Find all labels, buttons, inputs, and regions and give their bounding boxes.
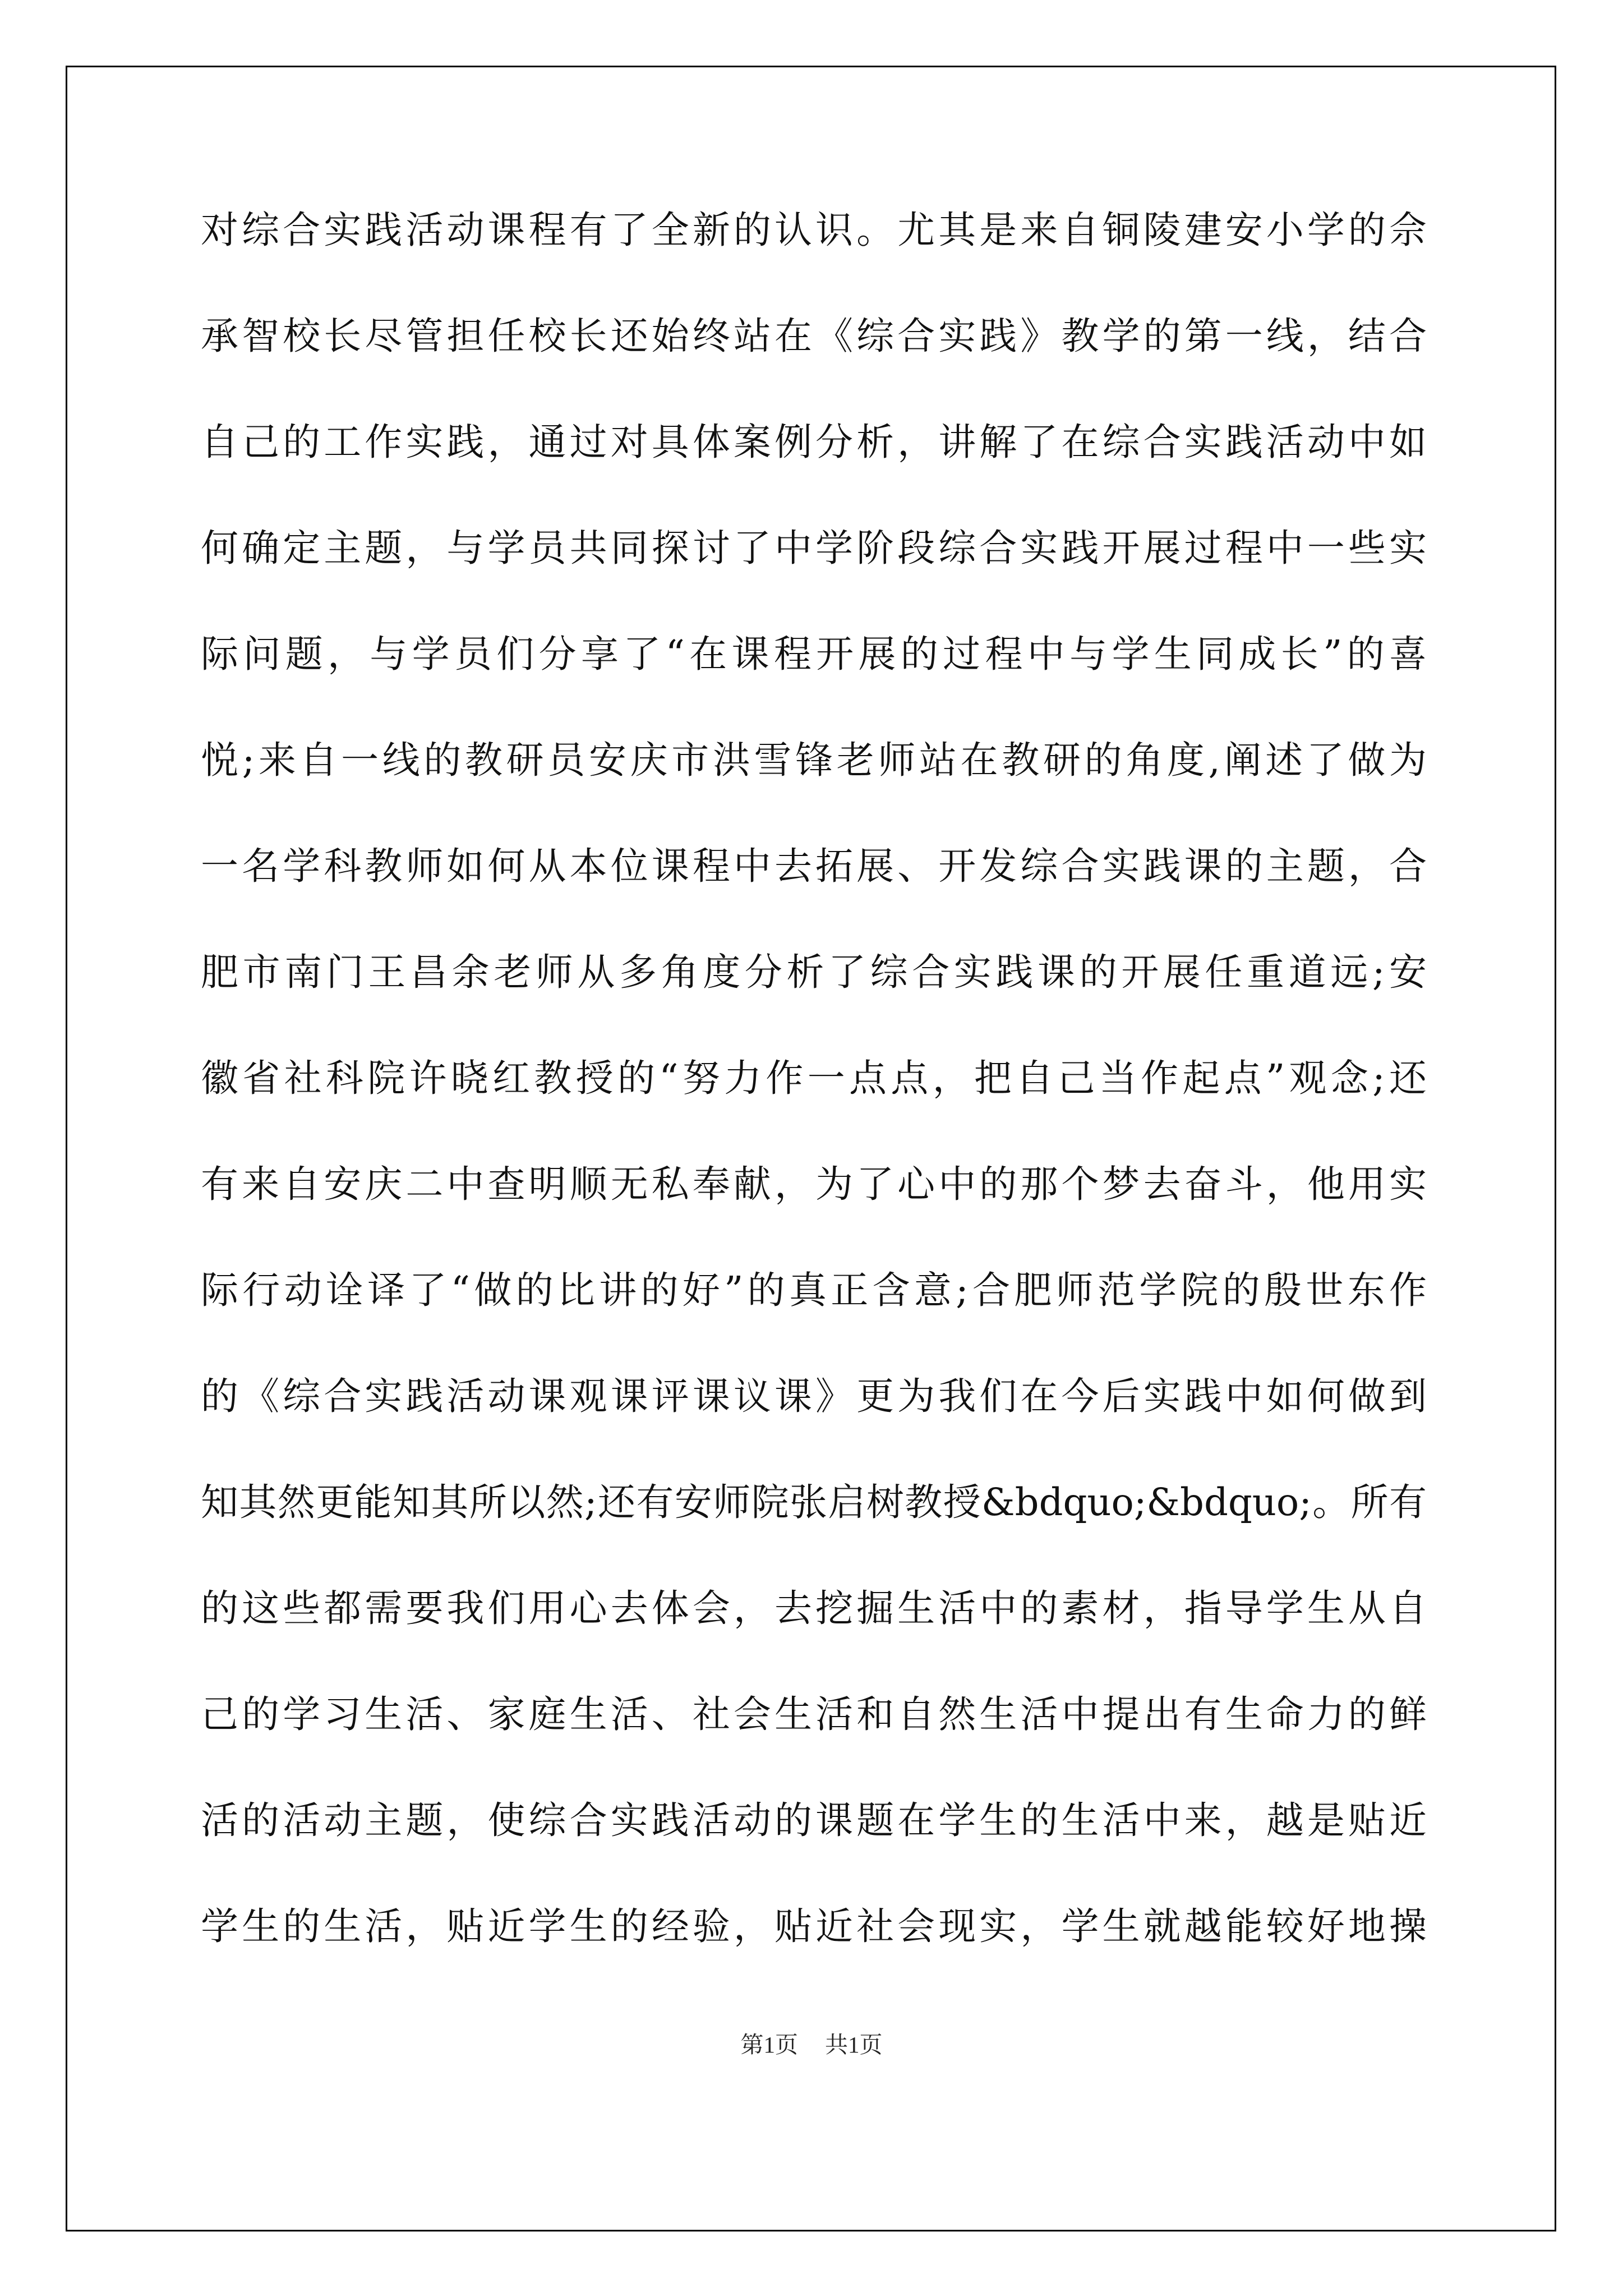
text-line: 的《综合实践活动课观课评课议课》更为我们在今后实践中如何做到 — [201, 1374, 1427, 1418]
text-line: 有来自安庆二中查明顺无私奉献，为了心中的那个梦去奋斗，他用实 — [201, 1162, 1427, 1206]
text-line: 己的学习生活、家庭生活、社会生活和自然生活中提出有生命力的鲜 — [201, 1692, 1427, 1736]
page-number: 第1页 — [740, 2032, 798, 2058]
page-footer — [0, 2026, 1623, 2059]
text-line: 徽省社科院许晓红教授的“努力作一点点，把自己当作起点”观念;还 — [201, 1056, 1427, 1100]
text-line: 肥市南门王昌余老师从多角度分析了综合实践课的开展任重道远;安 — [201, 950, 1427, 994]
text-line: 际问题，与学员们分享了“在课程开展的过程中与学生同成长”的喜 — [201, 632, 1427, 676]
body-text — [201, 208, 1427, 2016]
text-line: 悦;来自一线的教研员安庆市洪雪锋老师站在教研的角度,阐述了做为 — [201, 738, 1427, 782]
text-line: 对综合实践活动课程有了全新的认识。尤其是来自铜陵建安小学的佘 — [201, 208, 1427, 252]
text-line: 何确定主题，与学员共同探讨了中学阶段综合实践开展过程中一些实 — [201, 526, 1427, 570]
text-line: 学生的生活，贴近学生的经验，贴近社会现实，学生就越能较好地操 — [201, 1904, 1427, 1948]
text-line: 自己的工作实践，通过对具体案例分析，讲解了在综合实践活动中如 — [201, 420, 1427, 464]
page-total: 共1页 — [825, 2032, 883, 2058]
text-line: 知其然更能知其所以然;还有安师院张启树教授&bdquo;&bdquo;。所有 — [201, 1480, 1427, 1524]
text-line: 活的活动主题，使综合实践活动的课题在学生的生活中来，越是贴近 — [201, 1798, 1427, 1842]
text-line: 的这些都需要我们用心去体会，去挖掘生活中的素材，指导学生从自 — [201, 1586, 1427, 1630]
text-line: 一名学科教师如何从本位课程中去拓展、开发综合实践课的主题，合 — [201, 844, 1427, 888]
text-line: 际行动诠译了“做的比讲的好”的真正含意;合肥师范学院的殷世东作 — [201, 1268, 1427, 1312]
text-line: 承智校长尽管担任校长还始终站在《综合实践》教学的第一线，结合 — [201, 314, 1427, 358]
